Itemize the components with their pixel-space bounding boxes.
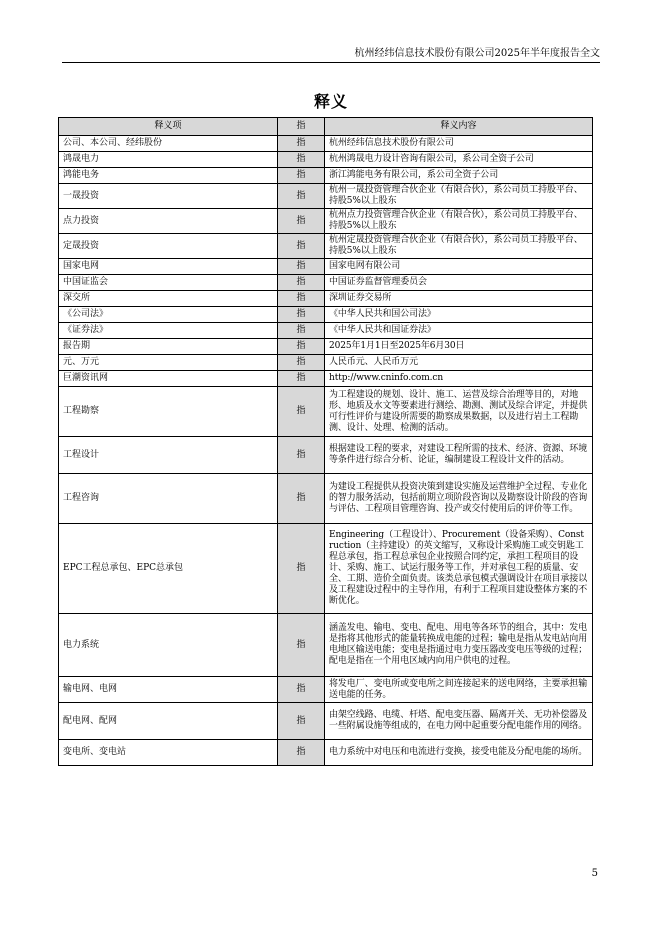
definition-content: 将发电厂、变电所或变电所之间连接起来的送电网络，主要承担输送电能的任务。 (325, 677, 593, 703)
definition-arrow: 指 (278, 184, 325, 209)
table-row (59, 524, 593, 614)
table-row (59, 371, 593, 387)
definition-arrow: 指 (278, 387, 325, 437)
table-row (59, 339, 593, 355)
definition-term: 报告期 (59, 339, 278, 355)
definition-arrow: 指 (278, 209, 325, 234)
definition-arrow: 指 (278, 740, 325, 766)
definition-content: 中国证券监督管理委员会 (325, 275, 593, 291)
table-row (59, 387, 593, 437)
definition-term: 工程设计 (59, 437, 278, 474)
definition-content: 《中华人民共和国证券法》 (325, 323, 593, 339)
table-row (59, 234, 593, 259)
table-row (59, 184, 593, 209)
definition-arrow: 指 (278, 307, 325, 323)
definition-arrow: 指 (278, 168, 325, 184)
table-header-row (59, 118, 593, 136)
definition-term: 点力投资 (59, 209, 278, 234)
definitions-table (58, 117, 593, 766)
definition-content: 为工程建设的规划、设计、施工、运营及综合治理等目的，对地形、地质及水文等要素进行测绘、勘测、测试及综合评定，并提供可行性评价与建设所需要的勘察成果数据，以及进行岩土工程勘测、设计、处理、检测的活动。 (325, 387, 593, 437)
table-row (59, 474, 593, 524)
definition-term: 中国证监会 (59, 275, 278, 291)
definition-arrow: 指 (278, 355, 325, 371)
definitions-table-body (59, 136, 593, 766)
table-row (59, 136, 593, 152)
definition-term: 巨潮资讯网 (59, 371, 278, 387)
definition-arrow: 指 (278, 291, 325, 307)
table-row (59, 703, 593, 740)
definition-content: 杭州定晟投资管理合伙企业（有限合伙），系公司员工持股平台、持股5%以上股东 (325, 234, 593, 259)
definition-arrow: 指 (278, 524, 325, 614)
definition-arrow: 指 (278, 152, 325, 168)
table-row (59, 307, 593, 323)
column-header-term: 释义项 (59, 118, 278, 136)
definition-term: 输电网、电网 (59, 677, 278, 703)
definition-term: 鸿能电务 (59, 168, 278, 184)
definition-content: 杭州经纬信息技术股份有限公司 (325, 136, 593, 152)
table-row (59, 291, 593, 307)
definition-term: 一晟投资 (59, 184, 278, 209)
table-row (59, 740, 593, 766)
definition-arrow: 指 (278, 614, 325, 677)
definition-arrow: 指 (278, 339, 325, 355)
table-row (59, 323, 593, 339)
definition-arrow: 指 (278, 323, 325, 339)
definition-content: 杭州一晟投资管理合伙企业（有限合伙），系公司员工持股平台、持股5%以上股东 (325, 184, 593, 209)
table-row (59, 168, 593, 184)
page-title: 释义 (313, 92, 348, 111)
table-row (59, 209, 593, 234)
definition-arrow: 指 (278, 703, 325, 740)
table-row (59, 275, 593, 291)
definition-term: EPC工程总承包、EPC总承包 (59, 524, 278, 614)
definition-content: 2025年1月1日至2025年6月30日 (325, 339, 593, 355)
definition-term: 元、万元 (59, 355, 278, 371)
definition-term: 工程咨询 (59, 474, 278, 524)
table-row (59, 152, 593, 168)
definition-content: 电力系统中对电压和电流进行变换，接受电能及分配电能的场所。 (325, 740, 593, 766)
definition-content: 国家电网有限公司 (325, 259, 593, 275)
definition-content: 深圳证券交易所 (325, 291, 593, 307)
definition-arrow: 指 (278, 259, 325, 275)
definition-arrow: 指 (278, 136, 325, 152)
definition-term: 公司、本公司、经纬股份 (59, 136, 278, 152)
header-divider (62, 62, 600, 63)
table-row (59, 614, 593, 677)
definition-content: 由架空线路、电缆、杆塔、配电变压器、隔离开关、无功补偿器及一些附属设施等组成的，在电力网中起重要分配电能作用的网络。 (325, 703, 593, 740)
definition-term: 《证券法》 (59, 323, 278, 339)
definition-term: 鸿晟电力 (59, 152, 278, 168)
definition-term: 《公司法》 (59, 307, 278, 323)
definition-content: 涵盖发电、输电、变电、配电、用电等各环节的组合，其中：发电是指将其他形式的能量转换成电能的过程；输电是指从发电站向用电地区输送电能；变电是指通过电力变压器改变电压等级的过程；配电是指在一个用电区域内向用户供电的过程。 (325, 614, 593, 677)
definition-content: 杭州点力投资管理合伙企业（有限合伙），系公司员工持股平台、持股5%以上股东 (325, 209, 593, 234)
definition-term: 电力系统 (59, 614, 278, 677)
definition-content: 浙江鸿能电务有限公司，系公司全资子公司 (325, 168, 593, 184)
definition-term: 定晟投资 (59, 234, 278, 259)
table-row (59, 355, 593, 371)
definition-arrow: 指 (278, 275, 325, 291)
definition-content: 杭州鸿晟电力设计咨询有限公司，系公司全资子公司 (325, 152, 593, 168)
table-row (59, 677, 593, 703)
column-header-arrow: 指 (278, 118, 325, 136)
definition-term: 工程勘察 (59, 387, 278, 437)
definition-term: 深交所 (59, 291, 278, 307)
definition-arrow: 指 (278, 371, 325, 387)
definition-content: 为建设工程提供从投资决策到建设实施及运营维护全过程、专业化的智力服务活动，包括前期立项阶段咨询以及勘察设计阶段的咨询与评估、工程项目管理咨询、投产或交付使用后的评价等工作。 (325, 474, 593, 524)
column-header-definition: 释义内容 (325, 118, 593, 136)
page-number: 5 (591, 868, 598, 879)
definition-term: 变电所、变电站 (59, 740, 278, 766)
definition-content: 人民币元、人民币万元 (325, 355, 593, 371)
report-header-title: 杭州经纬信息技术股份有限公司2025年半年度报告全文 (354, 48, 600, 59)
definition-content: Engineering（工程设计）、Procurement（设备采购）、Construction（主持建设）的英文缩写，又称设计采购施工或交钥匙工程总承包，指工程总承包企业按照合同约定，承担工程项目的设计、采购、施工、试运行服务等工作，并对承包工程的质量、安全、工期、造价全面负责。该类总承包模式强调设计在项目承接以及工程建设过程中的主导作用，有利于工程项目建设整体方案的不断优化。 (325, 524, 593, 614)
definition-arrow: 指 (278, 677, 325, 703)
definition-arrow: 指 (278, 474, 325, 524)
definition-content: 《中华人民共和国公司法》 (325, 307, 593, 323)
definition-term: 国家电网 (59, 259, 278, 275)
definition-arrow: 指 (278, 234, 325, 259)
definition-term: 配电网、配网 (59, 703, 278, 740)
table-row (59, 259, 593, 275)
definition-arrow: 指 (278, 437, 325, 474)
definition-content: http://www.cninfo.com.cn (325, 371, 593, 387)
table-row (59, 437, 593, 474)
definition-content: 根据建设工程的要求，对建设工程所需的技术、经济、资源、环境等条件进行综合分析、论证，编制建设工程设计文件的活动。 (325, 437, 593, 474)
